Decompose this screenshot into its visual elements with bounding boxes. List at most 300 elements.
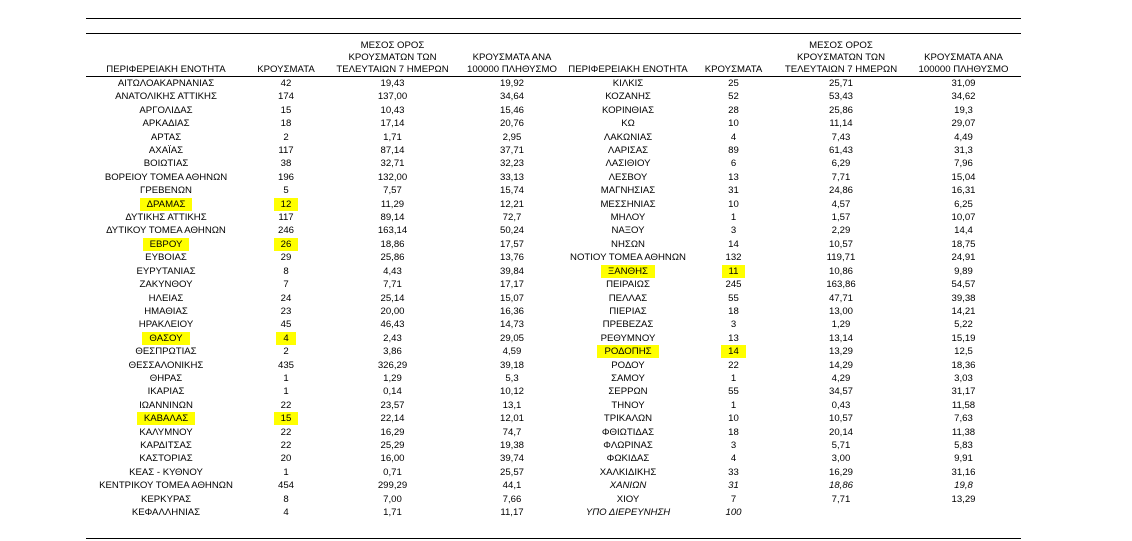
left-region-cell	[86, 426, 246, 439]
right-per100k-value: 9,91	[954, 453, 973, 465]
right-per100k-value: 11,58	[951, 399, 976, 411]
left-region-value: ΚΕΡΚΥΡΑΣ	[140, 493, 191, 505]
left-cases-cell	[246, 211, 326, 224]
right-per100k-value: 19,8	[954, 480, 973, 492]
right-cases-value: 1	[730, 372, 737, 384]
right-per100k-value: 54,57	[951, 279, 976, 291]
right-per100k-value: 14,21	[951, 305, 976, 317]
left-region-value: ΙΚΑΡΙΑΣ	[147, 386, 185, 398]
left-region-value: ΗΡΑΚΛΕΙΟΥ	[138, 319, 194, 331]
right-region-value: ΛΑΚΩΝΙΑΣ	[603, 131, 653, 143]
right-cases-value: 3	[730, 439, 737, 451]
right-region-value: ΛΕΣΒΟΥ	[608, 171, 648, 183]
right-cases-value: 31	[728, 185, 739, 197]
right-avg7-cell	[776, 359, 906, 372]
left-cases-value: 2	[283, 131, 289, 143]
left-region-cell	[86, 412, 246, 425]
left-cases-value: 246	[277, 225, 294, 237]
right-region-cell	[565, 278, 691, 291]
left-avg7-cell	[326, 198, 459, 211]
right-avg7-cell	[776, 278, 906, 291]
left-per100k-cell	[459, 452, 565, 465]
left-per100k-value: 7,66	[502, 493, 522, 505]
right-region-value: ΛΑΡΙΣΑΣ	[607, 145, 649, 157]
left-per100k-value: 14,73	[499, 319, 524, 331]
left-avg7-cell	[326, 251, 459, 264]
header-avg7-right: ΜΕΣΟΣ ΟΡΟΣ ΚΡΟΥΣΜΑΤΩΝ ΤΩΝ ΤΕΛΕΥΤΑΙΩΝ 7 ΗΜΕΡΩΝ	[776, 40, 906, 77]
right-cases-value: 10	[728, 118, 739, 130]
right-avg7-value: 2,29	[831, 225, 851, 237]
left-per100k-cell	[459, 493, 565, 506]
left-per100k-value: 32,23	[499, 158, 524, 170]
right-region-cell	[565, 399, 691, 412]
left-cases-cell	[246, 171, 326, 184]
header-row	[86, 40, 1021, 77]
right-cases-cell	[691, 184, 776, 197]
right-region-cell	[565, 439, 691, 452]
right-avg7-value: 25,86	[828, 104, 853, 116]
right-region-cell	[565, 131, 691, 144]
right-per100k-value: 18,36	[951, 359, 976, 371]
right-avg7-value: 163,86	[826, 279, 856, 291]
right-region-value: ΠΕΛΛΑΣ	[608, 292, 648, 304]
right-per100k-cell	[906, 211, 1021, 224]
left-per100k-cell	[459, 332, 565, 345]
left-region-cell	[86, 77, 246, 91]
left-avg7-value: 20,00	[380, 305, 405, 317]
left-per100k-value: 10,12	[499, 386, 524, 398]
left-cases-value: 2	[283, 346, 289, 358]
left-per100k-value: 4,59	[502, 346, 522, 358]
right-per100k-cell	[906, 385, 1021, 398]
left-avg7-cell	[326, 345, 459, 358]
right-per100k-value: 15,19	[951, 332, 976, 344]
right-avg7-value: 1,29	[831, 319, 851, 331]
right-region-value: ΝΑΞΟΥ	[611, 225, 645, 237]
right-avg7-cell	[776, 452, 906, 465]
left-region-value: ΘΕΣΠΡΩΤΙΑΣ	[135, 346, 197, 358]
right-region-value: ΠΡΕΒΕΖΑΣ	[602, 319, 654, 331]
left-region-value: ΘΕΣΣΑΛΟΝΙΚΗΣ	[128, 359, 204, 371]
left-avg7-value: 89,14	[380, 212, 405, 224]
left-region-value: ΚΑΡΔΙΤΣΑΣ	[140, 439, 192, 451]
right-per100k-cell	[906, 131, 1021, 144]
left-region-cell	[86, 251, 246, 264]
right-cases-value: 52	[728, 91, 739, 103]
right-avg7-cell	[776, 265, 906, 278]
right-avg7-cell	[776, 292, 906, 305]
right-region-cell	[565, 211, 691, 224]
left-cases-cell	[246, 479, 326, 492]
right-per100k-cell	[906, 479, 1021, 492]
left-region-value: ΕΥΒΟΙΑΣ	[145, 252, 187, 264]
left-region-cell	[86, 131, 246, 144]
right-avg7-value: 10,57	[828, 238, 853, 250]
right-avg7-cell	[776, 90, 906, 103]
left-per100k-value: 39,18	[499, 359, 524, 371]
right-per100k-cell	[906, 198, 1021, 211]
left-region-cell	[86, 479, 246, 492]
left-region-value: ΑΝΑΤΟΛΙΚΗΣ ΑΤΤΙΚΗΣ	[115, 91, 217, 103]
right-region-cell	[565, 157, 691, 170]
left-per100k-cell	[459, 184, 565, 197]
left-per100k-cell	[459, 90, 565, 103]
right-avg7-cell	[776, 399, 906, 412]
table-row	[86, 198, 1021, 211]
left-cases-cell	[246, 104, 326, 117]
right-per100k-cell	[906, 104, 1021, 117]
left-avg7-cell	[326, 412, 459, 425]
right-cases-value: 100	[725, 507, 742, 518]
right-avg7-cell	[776, 318, 906, 331]
right-cases-value: 4	[730, 131, 737, 143]
left-cases-value: 22	[280, 399, 292, 411]
left-avg7-value: 25,14	[380, 292, 405, 304]
right-cases-value: 13	[728, 171, 739, 183]
right-per100k-value: 11,38	[951, 426, 976, 438]
left-per100k-value: 19,92	[499, 78, 524, 89]
right-avg7-cell	[776, 506, 906, 519]
right-avg7-cell	[776, 198, 906, 211]
right-cases-value: 25	[728, 78, 739, 89]
right-region-value: ΜΗΛΟΥ	[610, 212, 646, 224]
right-region-value: ΚΟΡΙΝΘΙΑΣ	[601, 104, 655, 116]
table-row	[86, 265, 1021, 278]
right-per100k-cell	[906, 305, 1021, 318]
left-avg7-cell	[326, 466, 459, 479]
left-per100k-cell	[459, 426, 565, 439]
right-per100k-cell	[906, 439, 1021, 452]
left-avg7-value: 1,71	[383, 507, 402, 518]
right-per100k-value: 34,62	[951, 91, 976, 103]
right-cases-value: 6	[730, 158, 737, 170]
left-region-cell	[86, 452, 246, 465]
left-cases-value: 454	[277, 480, 294, 492]
left-region-value: ΑΧΑΪΑΣ	[148, 145, 184, 157]
right-avg7-cell	[776, 211, 906, 224]
left-region-value: ΗΛΕΙΑΣ	[148, 292, 184, 304]
left-avg7-value: 1,29	[383, 372, 402, 384]
right-per100k-cell	[906, 238, 1021, 251]
left-avg7-cell	[326, 385, 459, 398]
right-cases-value: 89	[728, 145, 739, 157]
right-cases-value: 10	[728, 198, 739, 210]
right-region-cell	[565, 184, 691, 197]
right-cases-value: 7	[730, 493, 737, 505]
right-avg7-value: 0,43	[831, 399, 851, 411]
right-per100k-value: 18,75	[951, 238, 976, 250]
right-region-value: ΝΗΣΩΝ	[611, 238, 645, 250]
right-cases-value: 22	[728, 359, 739, 371]
left-cases-cell	[246, 265, 326, 278]
header-cases-left: ΚΡΟΥΣΜΑΤΑ	[246, 40, 326, 77]
table-row	[86, 292, 1021, 305]
left-region-value: ΚΑΛΥΜΝΟΥ	[139, 426, 193, 438]
right-avg7-value: 6,29	[831, 158, 851, 170]
left-per100k-value: 74,7	[502, 426, 522, 438]
left-per100k-value: 44,1	[502, 480, 522, 492]
left-region-value: ΑΙΤΩΛΟΑΚΑΡΝΑΝΙΑΣ	[117, 78, 215, 89]
right-per100k-cell	[906, 157, 1021, 170]
left-per100k-value: 19,38	[499, 439, 524, 451]
left-avg7-value: 25,29	[380, 439, 405, 451]
table-row	[86, 439, 1021, 452]
right-per100k-value: 3,03	[954, 372, 973, 384]
left-cases-value: 174	[277, 91, 294, 103]
left-region-value: ΓΡΕΒΕΝΩΝ	[140, 185, 192, 197]
left-avg7-value: 18,86	[380, 238, 405, 250]
left-cases-cell	[246, 372, 326, 385]
left-avg7-value: 10,43	[380, 104, 405, 116]
left-region-cell	[86, 372, 246, 385]
right-avg7-cell	[776, 426, 906, 439]
left-per100k-value: 34,64	[499, 91, 524, 103]
right-per100k-value: 39,38	[951, 292, 976, 304]
right-per100k-value: 9,89	[954, 265, 973, 277]
right-per100k-value: 19,3	[954, 104, 973, 116]
right-per100k-value: 29,07	[951, 118, 976, 130]
right-region-value: ΦΘΙΩΤΙΔΑΣ	[601, 426, 655, 438]
left-per100k-cell	[459, 318, 565, 331]
left-region-cell	[86, 506, 246, 519]
left-region-cell	[86, 493, 246, 506]
table-row	[86, 144, 1021, 157]
right-region-value: ΤΗΝΟΥ	[611, 399, 645, 411]
right-avg7-cell	[776, 77, 906, 91]
left-avg7-cell	[326, 171, 459, 184]
table-row	[86, 184, 1021, 197]
right-avg7-cell	[776, 184, 906, 197]
right-region-value: ΡΕΘΥΜΝΟΥ	[600, 332, 656, 344]
right-region-cell	[565, 318, 691, 331]
left-region-value: ΕΥΡΥΤΑΝΙΑΣ	[136, 265, 196, 277]
right-region-value: ΦΛΩΡΙΝΑΣ	[603, 439, 653, 451]
left-per100k-cell	[459, 265, 565, 278]
right-region-value: ΣΕΡΡΩΝ	[608, 386, 648, 398]
right-cases-cell	[691, 305, 776, 318]
right-cases-cell	[691, 90, 776, 103]
bottom-rule	[86, 538, 1021, 539]
left-cases-cell	[246, 318, 326, 331]
left-cases-value: 4	[283, 507, 289, 518]
left-region-value: ΘΑΣΟΥ	[142, 332, 189, 345]
left-avg7-cell	[326, 117, 459, 130]
left-region-value: ΒΟΡΕΙΟΥ ΤΟΜΕΑ ΑΘΗΝΩΝ	[104, 171, 228, 183]
right-region-value: ΜΕΣΣΗΝΙΑΣ	[600, 198, 656, 210]
left-region-value: ΗΜΑΘΙΑΣ	[144, 305, 188, 317]
right-cases-cell	[691, 399, 776, 412]
left-region-cell	[86, 345, 246, 358]
table-row	[86, 251, 1021, 264]
left-cases-value: 5	[283, 185, 289, 197]
right-avg7-value: 13,29	[828, 346, 853, 358]
left-cases-value: 22	[280, 426, 292, 438]
right-cases-cell	[691, 157, 776, 170]
right-cases-cell	[691, 265, 776, 278]
left-cases-value: 26	[274, 238, 299, 251]
right-avg7-cell	[776, 157, 906, 170]
right-per100k-value: 31,17	[951, 386, 976, 398]
right-cases-value: 11	[722, 265, 746, 278]
left-avg7-value: 299,29	[377, 480, 408, 492]
header-avg7-left: ΜΕΣΟΣ ΟΡΟΣ ΚΡΟΥΣΜΑΤΩΝ ΤΩΝ ΤΕΛΕΥΤΑΙΩΝ 7 ΗΜΕΡΩΝ	[326, 40, 459, 77]
right-cases-cell	[691, 211, 776, 224]
right-region-cell	[565, 452, 691, 465]
right-cases-cell	[691, 224, 776, 237]
right-avg7-value: 7,71	[831, 493, 851, 505]
right-per100k-value: 16,31	[951, 185, 976, 197]
left-cases-value: 1	[283, 372, 289, 384]
left-cases-value: 22	[280, 439, 292, 451]
right-cases-cell	[691, 506, 776, 519]
right-cases-cell	[691, 439, 776, 452]
left-cases-cell	[246, 292, 326, 305]
right-region-cell	[565, 426, 691, 439]
right-avg7-cell	[776, 372, 906, 385]
left-per100k-value: 12,21	[499, 198, 524, 210]
right-avg7-value: 34,57	[828, 386, 853, 398]
right-per100k-value: 31,16	[951, 466, 976, 478]
left-avg7-value: 16,29	[380, 426, 405, 438]
right-avg7-cell	[776, 117, 906, 130]
left-avg7-cell	[326, 318, 459, 331]
left-cases-cell	[246, 412, 326, 425]
left-region-cell	[86, 224, 246, 237]
right-region-value: ΠΕΙΡΑΙΩΣ	[606, 279, 650, 291]
left-avg7-cell	[326, 184, 459, 197]
right-cases-value: 28	[728, 104, 739, 116]
right-region-value: ΡΟΔΟΠΗΣ	[597, 345, 658, 358]
right-avg7-value: 47,71	[828, 292, 853, 304]
right-avg7-value: 1,57	[831, 212, 851, 224]
right-region-value: ΛΑΣΙΘΙΟΥ	[605, 158, 651, 170]
right-cases-value: 10	[728, 413, 739, 425]
left-per100k-cell	[459, 439, 565, 452]
right-avg7-value: 14,29	[828, 359, 853, 371]
right-region-cell	[565, 506, 691, 519]
table-row	[86, 104, 1021, 117]
left-per100k-value: 13,76	[499, 252, 524, 264]
right-region-value: ΡΟΔΟΥ	[611, 359, 645, 371]
header-region-left: ΠΕΡΙΦΕΡΕΙΑΚΗ ΕΝΟΤΗΤΑ	[86, 40, 246, 77]
left-cases-cell	[246, 493, 326, 506]
left-avg7-cell	[326, 224, 459, 237]
table-row	[86, 238, 1021, 251]
right-region-value: ΧΙΟΥ	[616, 493, 640, 505]
table-row	[86, 117, 1021, 130]
table-row	[86, 466, 1021, 479]
left-cases-value: 1	[283, 386, 289, 398]
left-avg7-cell	[326, 238, 459, 251]
right-avg7-cell	[776, 305, 906, 318]
left-avg7-value: 11,29	[380, 198, 405, 210]
left-region-cell	[86, 305, 246, 318]
covid-cases-table	[86, 40, 1021, 519]
left-avg7-value: 7,57	[383, 185, 402, 197]
left-per100k-value: 17,57	[499, 238, 524, 250]
table-row	[86, 224, 1021, 237]
left-region-value: ΔΥΤΙΚΟΥ ΤΟΜΕΑ ΑΘΗΝΩΝ	[106, 225, 226, 237]
header-per100k-right: ΚΡΟΥΣΜΑΤΑ ΑΝΑ 100000 ΠΛΗΘΥΣΜΟ	[906, 40, 1021, 77]
right-region-cell	[565, 265, 691, 278]
left-cases-value: 20	[280, 453, 292, 465]
right-avg7-value: 13,14	[828, 332, 853, 344]
left-cases-cell	[246, 184, 326, 197]
right-per100k-cell	[906, 359, 1021, 372]
right-avg7-cell	[776, 171, 906, 184]
left-region-cell	[86, 144, 246, 157]
left-region-cell	[86, 439, 246, 452]
left-cases-value: 15	[280, 104, 292, 116]
left-region-cell	[86, 466, 246, 479]
table-row	[86, 452, 1021, 465]
left-avg7-value: 17,14	[380, 118, 405, 130]
left-region-value: ΘΗΡΑΣ	[149, 372, 183, 384]
table-row	[86, 493, 1021, 506]
left-per100k-value: 25,57	[499, 466, 524, 478]
left-per100k-value: 11,17	[500, 507, 524, 518]
left-avg7-cell	[326, 90, 459, 103]
right-region-value: ΚΙΛΚΙΣ	[612, 78, 644, 89]
left-per100k-cell	[459, 479, 565, 492]
left-cases-value: 15	[274, 412, 299, 425]
right-avg7-value: 4,57	[831, 198, 851, 210]
right-region-cell	[565, 224, 691, 237]
left-region-value: ΖΑΚΥΝΘΟΥ	[139, 279, 193, 291]
left-per100k-value: 20,76	[499, 118, 524, 130]
left-region-value: ΚΑΣΤΟΡΙΑΣ	[139, 453, 193, 465]
left-cases-cell	[246, 359, 326, 372]
right-region-value: ΚΟΖΑΝΗΣ	[605, 91, 651, 103]
left-cases-cell	[246, 305, 326, 318]
right-avg7-cell	[776, 238, 906, 251]
right-per100k-cell	[906, 292, 1021, 305]
right-region-cell	[565, 198, 691, 211]
right-cases-cell	[691, 117, 776, 130]
left-per100k-value: 15,74	[499, 185, 524, 197]
header-region-right: ΠΕΡΙΦΕΡΕΙΑΚΗ ΕΝΟΤΗΤΑ	[565, 40, 691, 77]
left-region-cell	[86, 198, 246, 211]
top-rule	[86, 18, 1021, 19]
left-per100k-cell	[459, 104, 565, 117]
left-cases-value: 42	[280, 78, 292, 89]
left-avg7-value: 132,00	[377, 171, 408, 183]
left-per100k-cell	[459, 131, 565, 144]
right-avg7-cell	[776, 479, 906, 492]
left-region-cell	[86, 184, 246, 197]
left-cases-value: 23	[280, 305, 292, 317]
right-cases-value: 18	[728, 426, 739, 438]
right-avg7-cell	[776, 131, 906, 144]
left-avg7-value: 3,86	[383, 346, 402, 358]
left-avg7-cell	[326, 372, 459, 385]
right-region-value: ΦΩΚΙΔΑΣ	[606, 453, 650, 465]
left-per100k-cell	[459, 345, 565, 358]
left-region-value: ΙΩΑΝΝΙΝΩΝ	[139, 399, 193, 411]
right-avg7-value: 4,29	[831, 372, 851, 384]
right-avg7-value: 10,86	[828, 265, 853, 277]
right-cases-value: 4	[730, 453, 737, 465]
right-cases-cell	[691, 318, 776, 331]
right-per100k-value: 10,07	[951, 212, 976, 224]
left-per100k-value: 5,3	[505, 372, 519, 384]
left-per100k-cell	[459, 251, 565, 264]
right-region-cell	[565, 372, 691, 385]
right-region-value: ΤΡΙΚΑΛΩΝ	[603, 413, 653, 425]
left-avg7-cell	[326, 452, 459, 465]
right-per100k-cell	[906, 412, 1021, 425]
left-region-value: ΔΡΑΜΑΣ	[140, 198, 193, 211]
